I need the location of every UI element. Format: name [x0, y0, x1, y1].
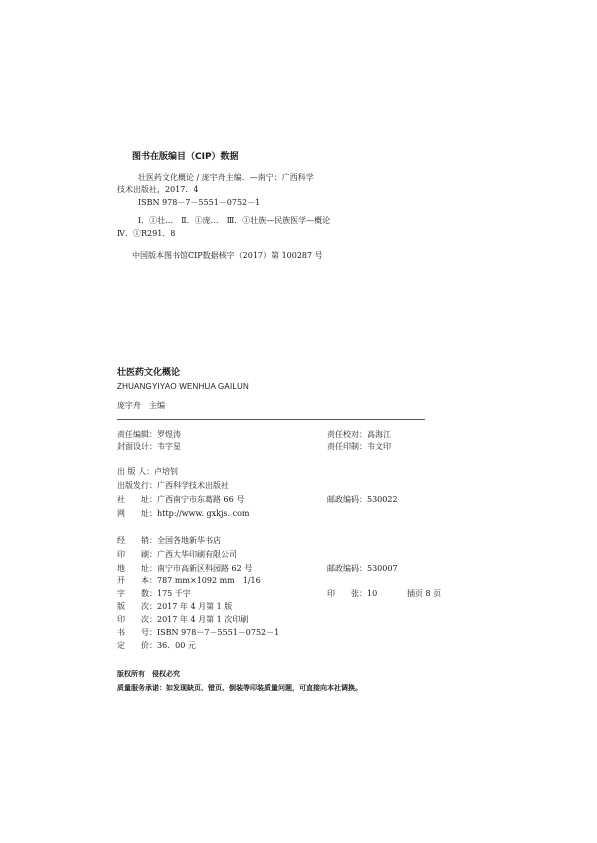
staff-print-label: 责任印制：	[327, 442, 367, 451]
print-edition-value: 2017 年 4 月第 1 版	[157, 602, 233, 611]
staff-proof-value: 高海江	[367, 430, 391, 439]
staff-cover	[117, 441, 181, 452]
print-impression	[117, 614, 248, 625]
staff-editor-value: 罗煜涛	[157, 430, 181, 439]
print-seller-value: 全国各地新华书店	[157, 536, 221, 545]
print-format-label: 开 本：	[117, 576, 157, 585]
cip-isbn: ISBN 978－7－5551－0752－1	[138, 198, 261, 207]
print-sheets-value: 10	[367, 589, 378, 598]
cip-entry-line2: 技术出版社，2017．4	[117, 185, 199, 194]
print-impression-value: 2017 年 4 月第 1 次印刷	[157, 615, 249, 624]
print-seller	[117, 535, 221, 546]
print-printer-label: 印 刷：	[117, 550, 157, 559]
publisher-person-label: 出 版 人：	[117, 467, 155, 476]
print-printer-value: 广西大华印刷有限公司	[157, 550, 237, 559]
print-sheets-label: 印 张：	[327, 589, 367, 598]
print-isbn-label: 书 号：	[117, 628, 157, 637]
print-format-value: 787 mm×1092 mm 1/16	[157, 576, 261, 585]
publisher-postcode-value: 530022	[367, 495, 398, 504]
print-isbn	[117, 627, 279, 638]
book-editor: 庞宇舟 主编	[117, 401, 165, 410]
print-format	[117, 575, 261, 586]
print-words-label: 字 数：	[117, 589, 157, 598]
publisher-website	[117, 508, 250, 519]
print-postcode	[327, 563, 398, 574]
publisher-address	[117, 494, 244, 505]
cip-subject-line1: Ⅰ．①壮… Ⅱ．①庞… Ⅲ．①壮族—民族医学—概论	[138, 216, 331, 225]
print-plates: 插页 8 页	[407, 589, 442, 598]
print-postcode-value: 530007	[367, 564, 398, 573]
publisher-distributor-label: 出版发行：	[117, 481, 157, 490]
cip-entry-line1: 壮医药文化概论 / 庞宇舟主编．—南宁：广西科学	[138, 173, 314, 182]
publisher-website-label: 网 址：	[117, 509, 157, 518]
print-words-value: 175 千字	[157, 589, 191, 598]
publisher-person-value: 卢培钊	[154, 467, 179, 476]
publisher-postcode	[327, 494, 398, 505]
publisher-address-value: 广西南宁市东葛路 66 号	[157, 495, 245, 504]
print-price	[117, 640, 196, 651]
quality-promise: 质量服务承诺：如发现缺页、错页、倒装等印装质量问题，可直接向本社调换。	[117, 684, 362, 692]
print-words	[117, 588, 191, 599]
publisher-distributor-value: 广西科学技术出版社	[157, 481, 229, 490]
publisher-postcode-label: 邮政编码：	[327, 495, 367, 504]
divider	[117, 419, 425, 420]
staff-proof	[327, 429, 391, 440]
print-address-label: 地 址：	[117, 564, 157, 573]
print-printer	[117, 549, 237, 560]
staff-cover-label: 封面设计：	[117, 442, 157, 451]
staff-print-value: 韦文印	[367, 442, 391, 451]
print-price-label: 定 价：	[117, 641, 157, 650]
print-postcode-label: 邮政编码：	[327, 564, 367, 573]
print-impression-label: 印 次：	[117, 615, 157, 624]
print-edition-label: 版 次：	[117, 602, 157, 611]
staff-cover-value: 韦宇星	[157, 442, 181, 451]
publisher-person	[117, 466, 178, 477]
staff-editor	[117, 429, 181, 440]
staff-proof-label: 责任校对：	[327, 430, 367, 439]
print-price-value: 36．00 元	[157, 641, 196, 650]
publisher-website-value: http://www. gxkjs. com	[157, 509, 250, 518]
staff-print	[327, 441, 391, 452]
print-isbn-value: ISBN 978－7－5551－0752－1	[157, 628, 280, 637]
book-title: 壮医药文化概论	[117, 368, 181, 378]
publisher-address-label: 社 址：	[117, 495, 157, 504]
print-sheets	[327, 588, 377, 599]
print-seller-label: 经 销：	[117, 536, 157, 545]
cip-heading: 图书在版编目（CIP）数据	[132, 152, 239, 162]
book-title-pinyin: ZHUANGYIYAO WENHUA GAILUN	[117, 382, 249, 391]
staff-editor-label: 责任编辑：	[117, 430, 157, 439]
print-address-value: 南宁市高新区科园路 62 号	[157, 564, 253, 573]
cip-number: 中国版本图书馆CIP数据核字（2017）第 100287 号	[132, 251, 323, 260]
print-address	[117, 563, 252, 574]
print-edition	[117, 601, 232, 612]
cip-subject-line2: Ⅳ．①R291．8	[117, 229, 176, 238]
copyright-notice: 版权所有 侵权必究	[117, 670, 180, 678]
publisher-distributor	[117, 480, 229, 491]
